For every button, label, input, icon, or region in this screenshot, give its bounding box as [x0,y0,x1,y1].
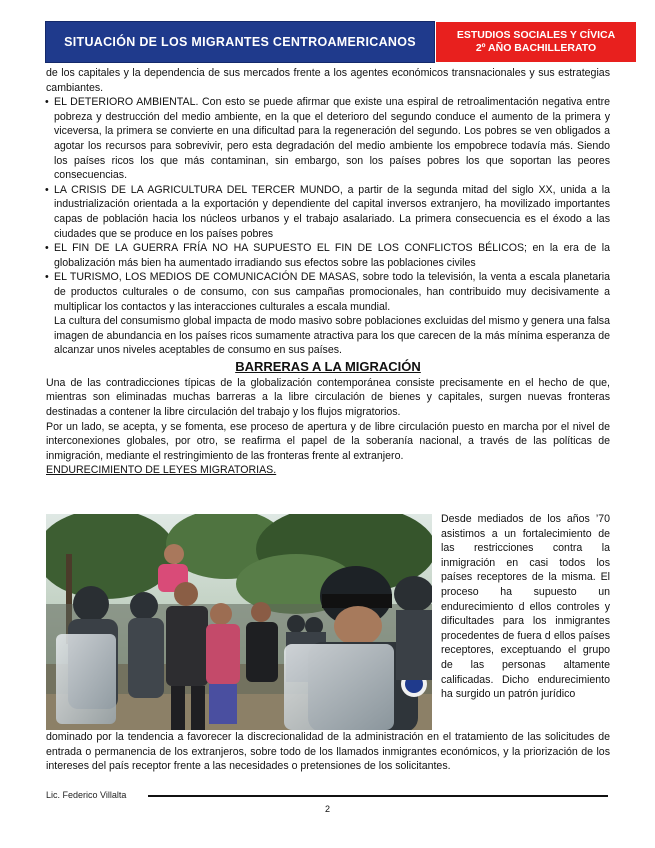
section-paragraph-2: Por un lado, se acepta, y se fomenta, ese proceso de apertura y de libre circulación puesto en marcha por el nivel de interconexiones globales, por otro, se reafirma el papel de la soberanía nacional, a través de las políticas de inmigración, mediante el restringimiento de las fronteras frente al extranjero. [46,420,610,462]
bullet-item [46,95,610,183]
photo-side-text [441,512,610,702]
subject-name: ESTUDIOS SOCIALES Y CÍVICA [456,29,616,41]
bullet-heading: EL FIN DE LA GUERRA FRÍA NO HA SUPUESTO EL FIN DE LOS CONFLICTOS BÉLICOS; [54,242,527,255]
consumerism-paragraph: La cultura del consumismo global impacta de modo masivo sobre poblaciones excluidas del mismo y genera una falsa imagen de abundancia en los países ricos sumamente atractiva para los que carecen de la más mínima esperanza de alcanzar unos niveles aceptables de consumo en sus países. [54,315,610,357]
footer-author: Lic. Federico Villalta [46,790,127,800]
bullet-heading: LA CRISIS DE LA AGRICULTURA DEL TERCER MUNDO, [54,183,343,196]
page-number: 2 [324,804,330,814]
bullet-dot-icon: • [45,183,49,196]
closing-paragraph: dominado por la tendencia a favorecer la discrecionalidad de la administración en el tratamiento de las solicitudes de entrada o permanencia de los extranjeros, sobre todo de los llamados inmigrantes económicos, y la priorización de los intereses del país receptor frente a las necesidades o pretensiones de los solicitantes. [46,731,610,773]
bullet-text: en la era de la globalización más bien ha aumentado irradiando sus efectos sobre las poblaciones civiles [54,242,610,269]
section-paragraph-1: Una de las contradicciones típicas de la globalización contemporánea consiste precisamente en el hecho de que, mientras son eliminadas muchas barreras a la libre circulación de bienes y capitales, surgen nuevas fronteras destinadas a contener la libre circulación del trabajo y los flujos migratorios. [46,376,610,419]
main-content [46,66,610,478]
bullet-item [46,183,610,241]
grade-level: 2º AÑO BACHILLERATO [475,42,597,54]
section-subtitle: ENDURECIMIENTO DE LEYES MIGRATORIAS. [46,464,277,477]
intro-continuation: de los capitales y la dependencia de sus mercados frente a los agentes económicos transnacionales y sus estrategias cambiantes. [46,67,610,94]
side-paragraph: Desde mediados de los años ’70 asistimos a un fortalecimiento de las restricciones contra la inmigración en casi todos los países receptores de la misma. El proceso ha supuesto un endurecimiento d ellos controles y dificultades para los inmigrantes procedentes de fuera d ellos países receptores, exceptuando el grupo de las personas altamente calificadas. Dicho endurecimiento ha surgido un patrón jurídico [441,513,610,701]
document-title: SITUACIÓN DE LOS MIGRANTES CENTROAMERICANOS [64,35,416,49]
bullet-dot-icon: • [45,96,49,109]
bullet-heading: EL DETERIORO AMBIENTAL. [54,96,199,109]
footer-divider [148,795,608,797]
bullet-text: sobre todo la televisión, la venta a escala planetaria de productos culturales o de consumo, con sus campañas promocionales, han contribuido muy decisivamente a multiplicar los contactos y las interacciones culturales a escala mundial. [54,271,610,313]
document-title-banner [46,22,434,62]
bullet-text: a partir de la segunda mitad del siglo XX, unida a la industrialización orientada a la exportación y dependiente del capital inversos extranjero, ha movilizado importantes capas de población hacia los núcleos urbanos y el trabajo asalariado. La primera consecuencia es el éxodo a las ciudades que se produce en los países pobres [54,183,610,240]
subject-banner [436,22,636,62]
bullet-item [46,241,610,270]
bullet-dot-icon: • [45,271,49,284]
bullet-dot-icon: • [45,242,49,255]
closing-text [46,730,610,774]
section-title: BARRERAS A LA MIGRACIÓN [235,358,421,374]
bullet-heading: EL TURISMO, LOS MEDIOS DE COMUNICACIÓN DE MASAS, [54,271,360,284]
bullet-text: Con esto se puede afirmar que existe una espiral de retroalimentación negativa entre pobreza y destrucción del medio ambiente, en la que el deterioro del segundo conduce el aumento de la primera y viceversa, la primera se convierte en una dificultad para la regeneración del segundo. Los pobres se ven obligados a agotar los recursos para sobrevivir, pero esta degradación del medio ambiente los empobrece todavía más. Siendo los países ricos los que más contaminan, sin embargo, son los países pobres los que soportan las peores consecuencias. [54,96,611,182]
bullet-item [46,270,610,314]
migrants-police-photo [46,514,432,730]
